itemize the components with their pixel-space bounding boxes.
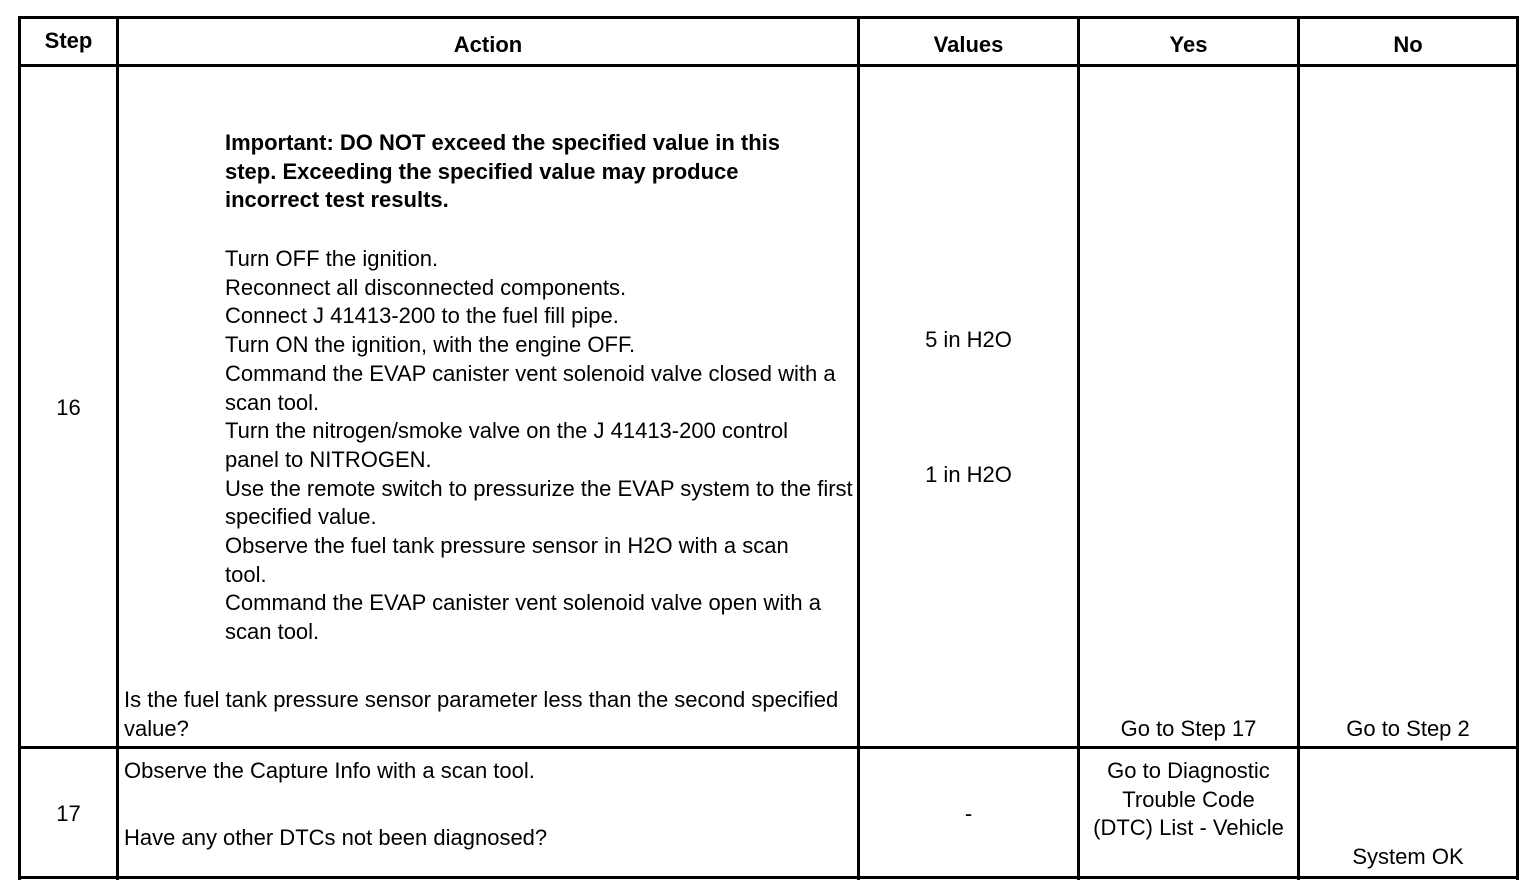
step-17-value: -: [964, 801, 973, 826]
table-border-top: [18, 16, 1519, 19]
instruction-list: [225, 245, 857, 647]
step-16-no-link[interactable]: Go to Step 2: [1346, 716, 1470, 741]
header-yes: Yes: [1169, 32, 1208, 57]
instruction-item: Reconnect all disconnected components.: [225, 274, 627, 300]
instruction-item: Turn ON the ignition, with the engine OFF.: [225, 332, 636, 358]
diagnostic-table: [18, 16, 1519, 880]
instruction-item: Turn the nitrogen/smoke valve on the J 41413-200 control panel to NITROGEN.: [225, 418, 788, 472]
step-16-question: Is the fuel tank pressure sensor parameter less than the second specified value?: [124, 687, 839, 741]
row-divider: [18, 746, 1519, 749]
column-divider-action: [857, 16, 860, 880]
instruction-item: Turn OFF the ignition.: [225, 246, 439, 271]
step-number-17: 17: [56, 801, 81, 826]
header-values: Values: [933, 32, 1004, 57]
step-16-yes-link[interactable]: Go to Step 17: [1120, 716, 1257, 741]
important-note: Important: DO NOT exceed the specified value in this step. Exceeding the specified value may produce incorrect test results.: [225, 130, 781, 213]
header-divider: [18, 64, 1519, 67]
table-border-left: [18, 16, 21, 880]
header-no: No: [1393, 32, 1423, 57]
column-divider-step: [116, 16, 119, 880]
instruction-item: Connect J 41413-200 to the fuel fill pipe.: [225, 303, 619, 329]
instruction-item: Command the EVAP canister vent solenoid valve open with a scan tool.: [225, 590, 821, 645]
step-17-question: Have any other DTCs not been diagnosed?: [124, 825, 548, 850]
header-action: Action: [453, 32, 523, 57]
step-number-16: 16: [56, 395, 81, 420]
column-divider-values: [1077, 16, 1080, 880]
instruction-item: Observe the fuel tank pressure sensor in H2O with a scan tool.: [225, 533, 789, 587]
step-17-observe: Observe the Capture Info with a scan tool.: [124, 758, 535, 783]
table-border-bottom: [18, 876, 1519, 879]
second-specified-value: 1 in H2O: [925, 462, 1012, 487]
header-step: Step: [44, 28, 93, 53]
step-17-no-link[interactable]: System OK: [1352, 844, 1464, 869]
step-17-yes-link[interactable]: Go to Diagnostic Trouble Code (DTC) List - Vehicle: [1093, 758, 1284, 841]
first-specified-value: 5 in H2O: [925, 327, 1012, 352]
table-border-right: [1516, 16, 1519, 880]
column-divider-yes: [1297, 16, 1300, 880]
instruction-item: Command the EVAP canister vent solenoid valve closed with a scan tool.: [225, 360, 836, 415]
instruction-item: Use the remote switch to pressurize the EVAP system to the first specified value.: [225, 475, 853, 530]
